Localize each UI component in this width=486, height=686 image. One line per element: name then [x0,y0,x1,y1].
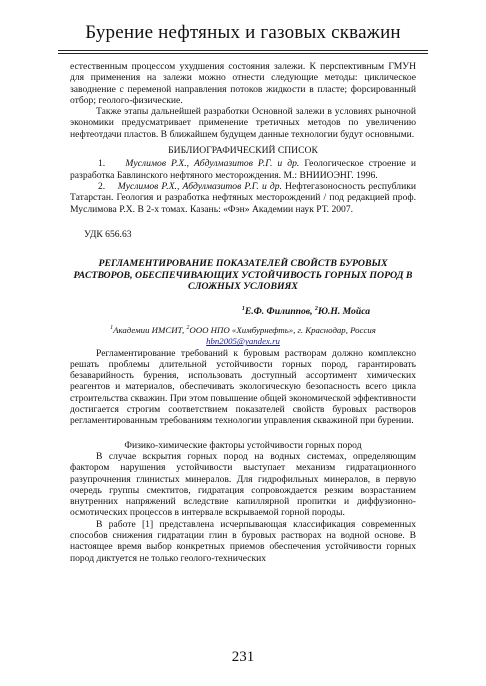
bibliography-item-text: Геологическое строение и разработка Бавлинского нефтяного месторождения. М.: ВНИИОЭНГ. 1996. [70,158,416,181]
bibliography-title: БИБЛИОГРАФИЧЕСКИЙ СПИСОК [168,145,318,157]
page-content [70,61,416,564]
intro-paragraph-2: Также этапы дальнейшей разработки Основной залежи в условиях рыночной экономики предусматривает применение третичных методов по увеличению нефтеотдачи пластов. В ближайшем будущем данные технологии будут основными. [70,106,416,140]
bibliography-item [70,181,416,215]
udk-code: УДК 656.63 [84,228,132,240]
bibliography-item-authors: Муслимов Р.Х., Абдулмазитов Р.Г. и др. [125,158,300,170]
body-paragraph-1: В случае вскрытия горных пород на водных системах, определяющим фактором нарушения устойчивости выступает механизм гидратационного разупрочнения глинистых минералов. Для гидрофильных минералов, в первую очередь группы смектитов, гидратация сопровождается резким возрастанием внутренних напряжений вследствие капиллярной пропитки и диффузионно-осмотических процессов в интервале вскрываемой горной породы. [70,450,416,519]
abstract-paragraph: Регламентирование требований к буровым растворам должно комплексно решать проблемы длительной устойчивости горных пород, гарантировать безаварийность бурения, использовать доступный ассортимент химических реагентов и материалов, обеспечивать экологическую безопасность всего цикла строительства скважин. При этом повышение общей экономической эффективности достигается строгим соответствием показателей свойств буровых растворов регламентированным требованиям технологии управления скважиной при бурении. [70,347,416,427]
section-heading: Физико-химические факторы устойчивости горных пород [124,439,362,451]
body-paragraph-2: В работе [1] представлена исчерпывающая классификация современных способов снижения гидратации глин в буровых растворах на водной основе. В настоящее время выбор конкретных приемов обеспечения устойчивости горных пород диктуется не только геолого-технических [70,518,416,564]
bibliography-item-number: 2. [98,180,106,192]
article-title: РЕГЛАМЕНТИРОВАНИЕ ПОКАЗАТЕЛЕЙ СВОЙСТВ БУРОВЫХ РАСТВОРОВ, ОБЕСПЕЧИВАЮЩИХ УСТОЙЧИВОСТЬ ГОРНЫХ ПОРОД В СЛОЖНЫХ УСЛОВИЯХ [73,258,413,293]
bibliography-item [70,158,416,181]
article-affiliations: $^1$Академии ИМСИТ, $^2$ООО НПО «Химбурнефть», г. Краснодар, Россия [110,324,376,335]
author-email-link[interactable]: hbn2005@yandex.ru [206,336,280,347]
bibliography-list [70,158,416,214]
author-1: Е.Ф. Филиппов, [244,305,313,317]
bibliography-item-authors: Муслимов Р.Х., Абдулмазитов Р.Г. и др. [117,180,282,192]
header-rule [58,50,428,54]
author-2: Ю.Н. Мойса [317,305,370,317]
bibliography-item-number: 1. [98,158,106,170]
article-authors: $^1$Е.Ф. Филиппов, $^2$Ю.Н. Мойса [241,305,370,317]
intro-paragraph-1: естественным процессом ухудшения состояния залежи. К перспективным ГМУН для применения на залежи можно отнести следующие методы: циклическое заводнение с переменой направления потоков жидкости в пласте; форсированный отбор; геолого-физические. [70,61,416,106]
affiliation-1: Академии ИМСИТ, [113,324,185,335]
bibliography-item-text: Нефтегазоносность республики Татарстан. Геология и разработка нефтяных месторождений / под редакцией проф. Муслимова Р.Х. В 2-х томах. Казань: «Фэн» Академии наук РТ. 2007. [70,180,416,215]
page-number: 231 [231,649,255,665]
running-header: Бурение нефтяных и газовых скважин [85,22,401,43]
affiliation-2: ООО НПО «Химбурнефть», г. Краснодар, Россия [189,324,376,335]
